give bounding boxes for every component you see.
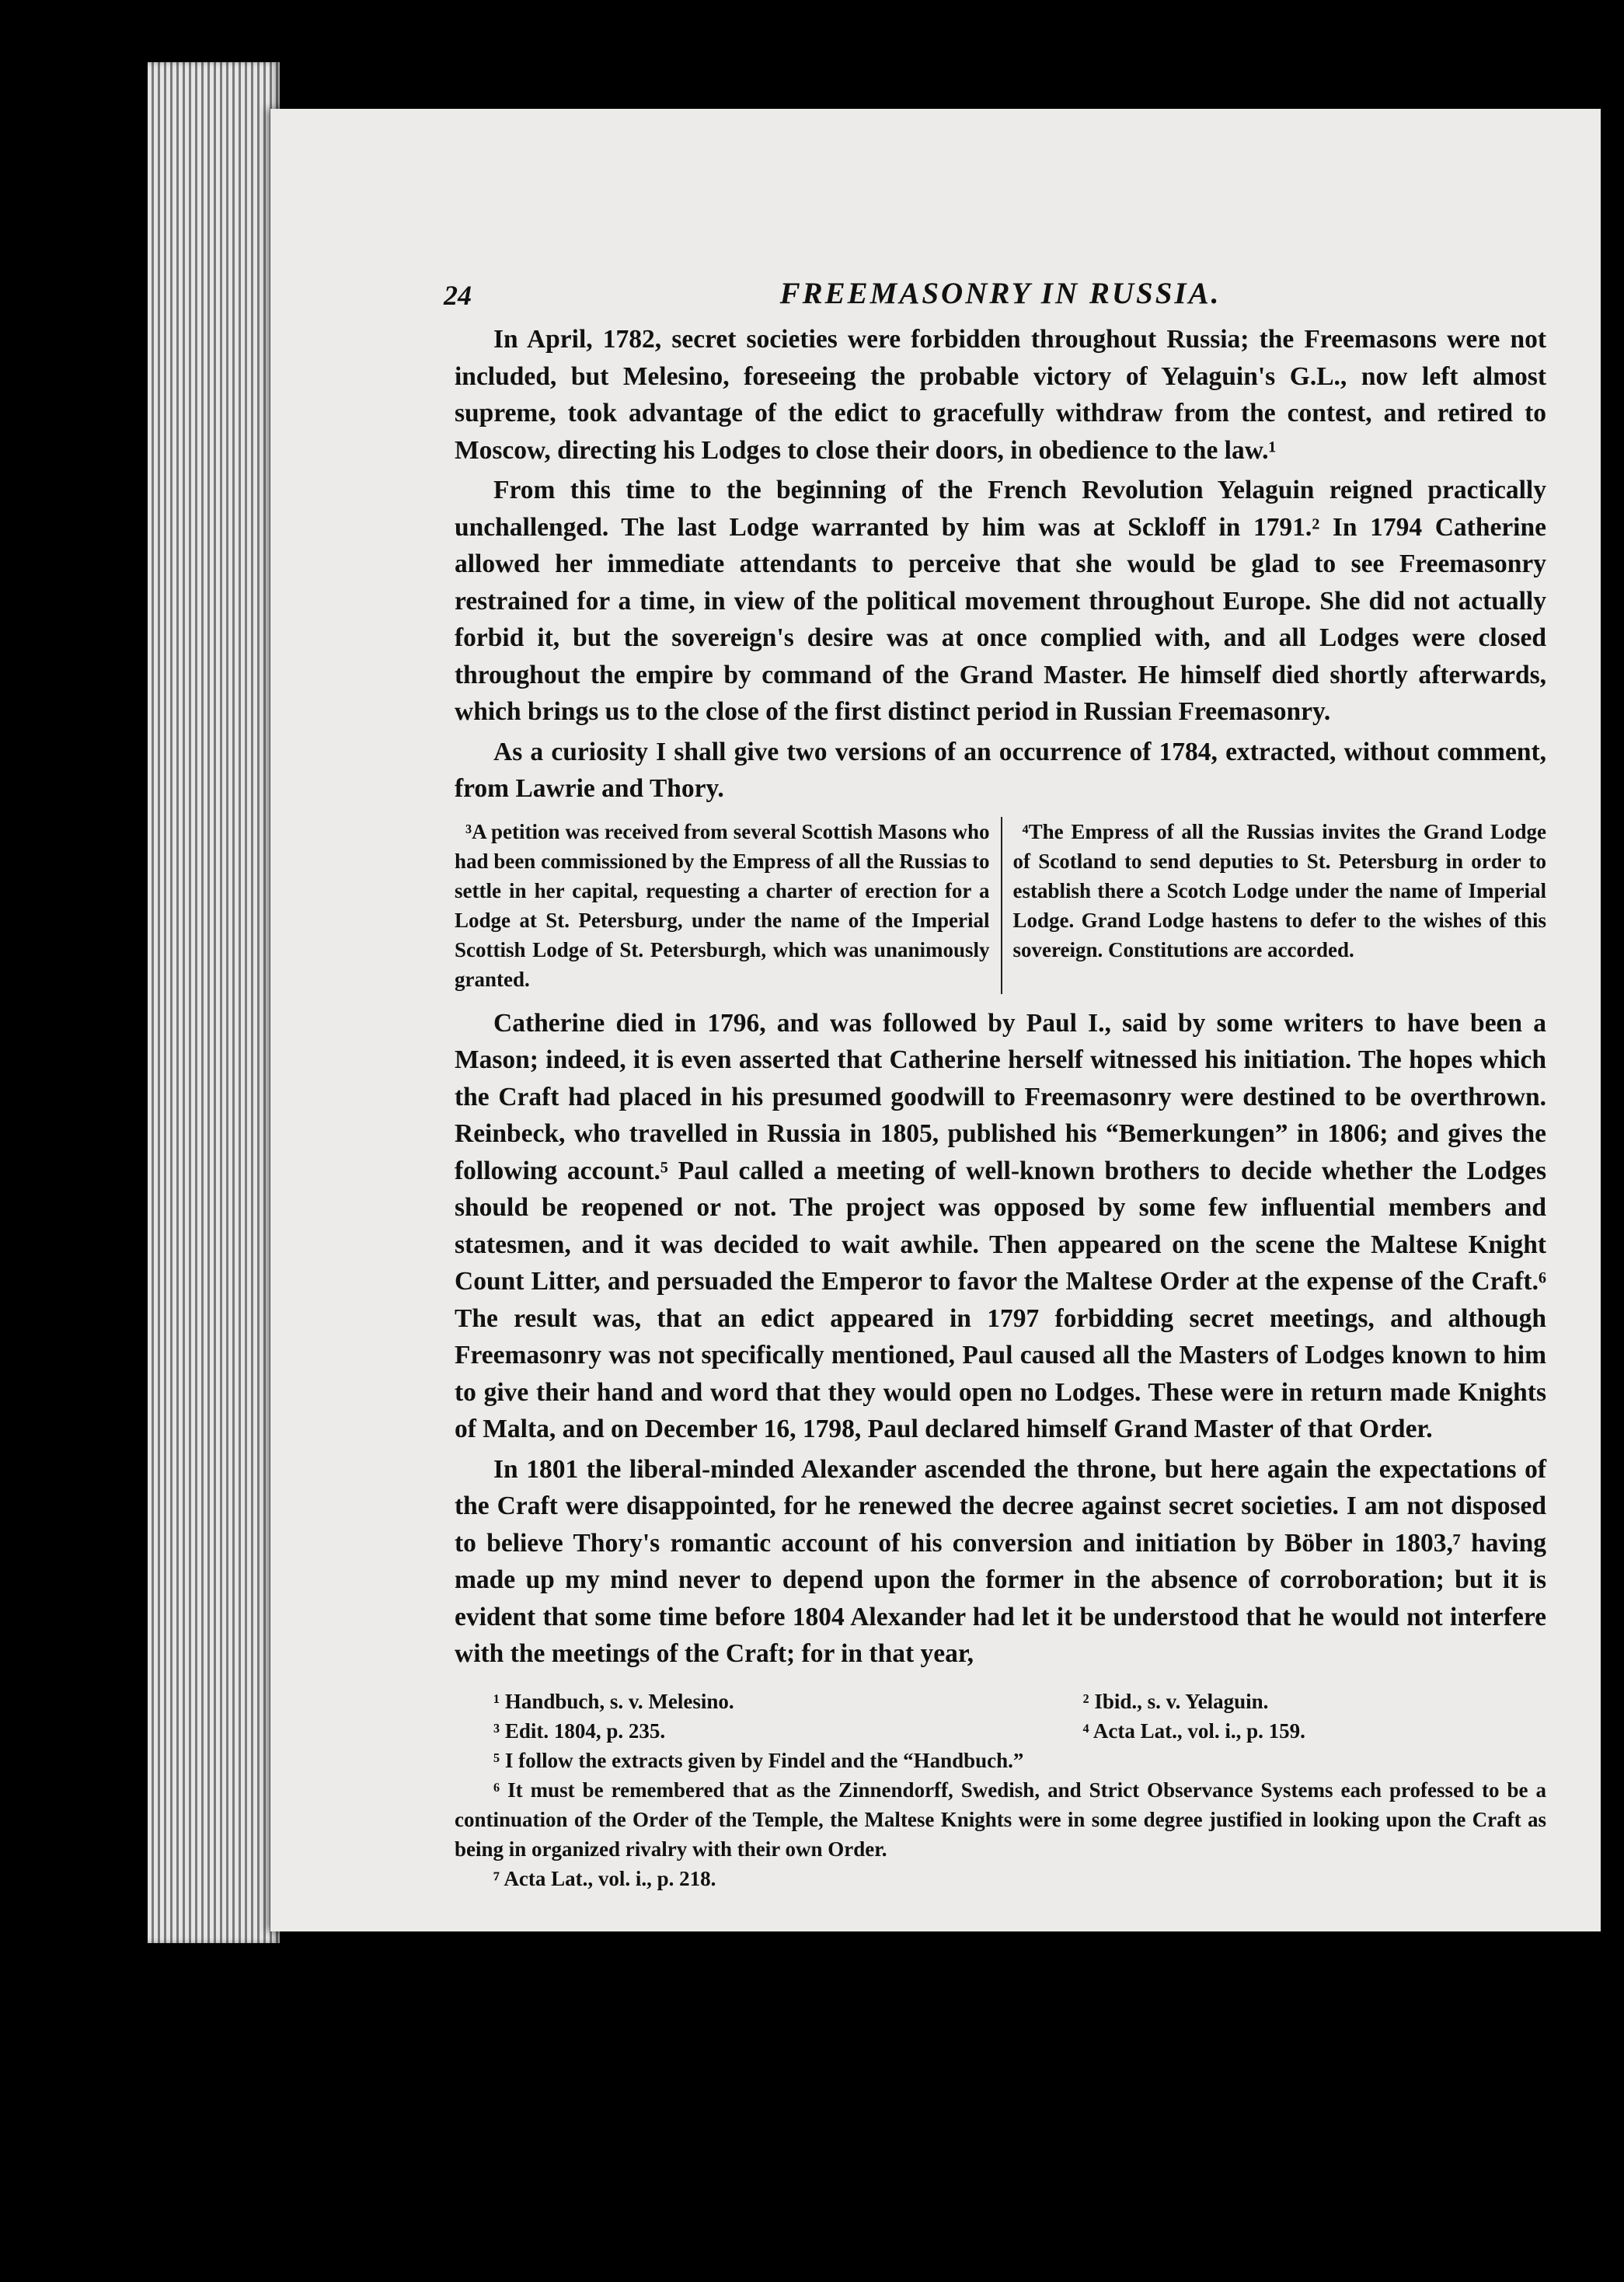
footnote: ³ Edit. 1804, p. 235. xyxy=(493,1718,666,1743)
footnote: ¹ Handbuch, s. v. Melesino. xyxy=(493,1689,734,1713)
body-text xyxy=(455,321,1546,808)
paragraph: From this time to the beginning of the French Revolution Yelaguin reigned practically unchallenged. The last Lodge warranted by him was at Sckloff in 1791.² In 1794 Catherine allowed her immediate attendants to perceive that she would be glad to see Freemasonry restrained for a time, in view of the political movement throughout Europe. She did not actually forbid it, but the sovereign's desire was at once complied with, and all Lodges were closed throughout the empire by command of the Grand Master. He himself died shortly afterwards, which brings us to the close of the first distinct period in Russian Freemasonry. xyxy=(455,476,1546,726)
footnote: ⁶ It must be remembered that as the Zinnendorff, Swedish, and Strict Observance Systems each professed to be a continuation of the Order of the Temple, the Maltese Knights were in some degree justified in looking upon the Craft as being in organized rivalry with their own Order. xyxy=(455,1778,1546,1861)
footnotes xyxy=(455,1687,1546,1893)
footnote: ⁷ Acta Lat., vol. i., p. 218. xyxy=(493,1866,716,1890)
paragraph: As a curiosity I shall give two versions of an occurrence of 1784, extracted, without comment, from Lawrie and Thory. xyxy=(455,737,1546,803)
body-text-continued xyxy=(455,1005,1546,1673)
page-content xyxy=(444,270,1546,1893)
quotation-lawrie: ³A petition was received from several Scottish Masons who had been commissioned by the Empress of all the Russias to settle in her capital, requesting a charter of erection for a Lodge at St. Petersburg, under the name of the Imperial Scottish Lodge of St. Petersburgh, which was unanimously granted. xyxy=(455,819,990,991)
running-title: FREEMASONRY IN RUSSIA. xyxy=(779,277,1221,310)
footnote: ² Ibid., s. v. Yelaguin. xyxy=(1082,1689,1269,1713)
book-page xyxy=(270,109,1601,1931)
quotation-thory: ⁴The Empress of all the Russias invites the Grand Lodge of Scotland to send deputies to St. Petersburg in order to establish there a Scotch Lodge under the name of Imperial Lodge. Grand Lodge hastens to defer to the wishes of this sovereign. Constitutions are accorded. xyxy=(1001,817,1547,994)
paragraph: Catherine died in 1796, and was followed by Paul I., said by some writers to have been a Mason; indeed, it is even asserted that Catherine herself witnessed his initiation. The hopes which the Craft had placed in his presumed goodwill to Freemasonry were destined to be overthrown. Reinbeck, who travelled in Russia in 1805, published his “Bemerkungen” in 1806; and gives the following account.⁵ Paul called a meeting of well-known brothers to decide whether the Lodges should be reopened or not. The project was opposed by some few influential members and statesmen, and it was decided to wait awhile. Then appeared on the scene the Maltese Knight Count Litter, and persuaded the Emperor to favor the Maltese Order at the expense of the Craft.⁶ The result was, that an edict appeared in 1797 forbidding secret meetings, and although Freemasonry was not specifically mentioned, Paul caused all the Masters of Lodges known to him to give their hand and word that they would open no Lodges. These were in return made Knights of Malta, and on December 16, 1798, Paul declared himself Grand Master of that Order. xyxy=(455,1008,1546,1443)
book-page-edges xyxy=(148,62,280,1943)
page-number: 24 xyxy=(444,280,472,311)
running-head xyxy=(444,270,1546,321)
footnote: ⁴ Acta Lat., vol. i., p. 159. xyxy=(1082,1718,1305,1743)
paragraph: In April, 1782, secret societies were forbidden throughout Russia; the Freemasons were not included, but Melesino, foreseeing the probable victory of Yelaguin's G.L., now left almost supreme, took advantage of the edict to gracefully withdraw from the contest, and retired to Moscow, directing his Lodges to close their doors, in obedience to the law.¹ xyxy=(455,325,1546,465)
footnote: ⁵ I follow the extracts given by Findel and the “Handbuch.” xyxy=(493,1748,1024,1772)
paragraph: In 1801 the liberal-minded Alexander ascended the throne, but here again the expectations of the Craft were disappointed, for he renewed the decree against secret societies. I am not disposed to believe Thory's romantic account of his conversion and initiation by Böber in 1803,⁷ having made up my mind never to depend upon the former in the absence of corroboration; but it is evident that some time before 1804 Alexander had let it be understood that he would not interfere with the meetings of the Craft; for in that year, xyxy=(455,1454,1546,1668)
parallel-quotations xyxy=(455,817,1546,994)
